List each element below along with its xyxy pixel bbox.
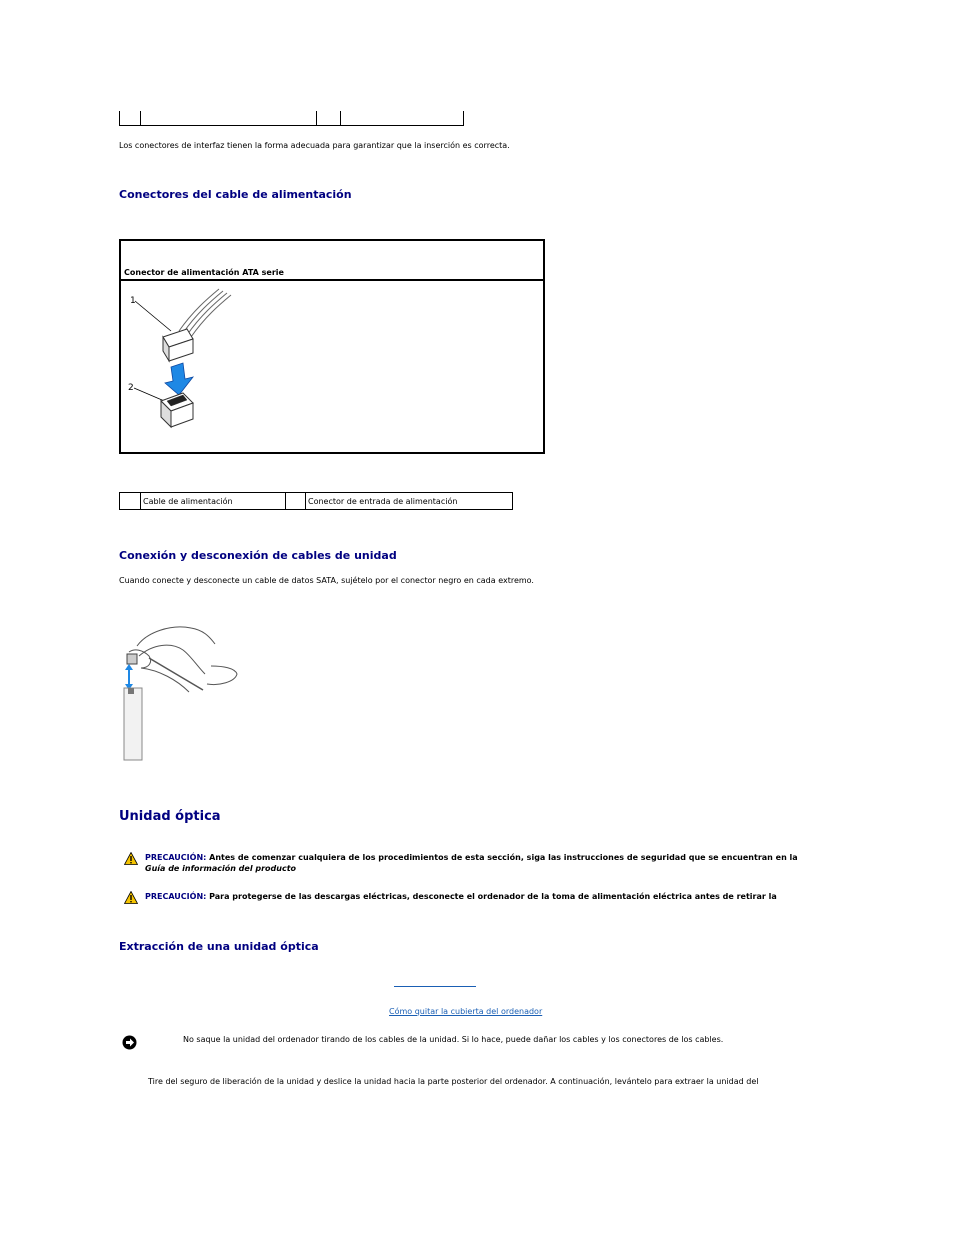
optical-drive-heading: Unidad óptica (119, 809, 221, 824)
link-underline (394, 986, 476, 987)
legend-number (120, 493, 141, 510)
legend-cell (119, 111, 120, 125)
caution-text: Para protegerse de las descargas eléctricas, desconecte el ordenador de la toma de alimentación eléctrica antes de retirar la (206, 892, 777, 901)
remove-cover-link[interactable]: Cómo quitar la cubierta del ordenador (389, 1007, 543, 1016)
caution-note-1 (145, 852, 835, 874)
product-info-guide-title: Guía de información del producto (145, 864, 297, 873)
power-legend-table (119, 492, 513, 510)
table-row (120, 493, 513, 510)
sata-cable-illustration (119, 622, 241, 764)
power-connector-figure (119, 239, 545, 454)
legend-label: Cable de alimentación (141, 493, 286, 510)
figure-caption-row (121, 241, 543, 281)
caution-text: Antes de comenzar cualquiera de los procedimientos de esta sección, siga las instrucciones de seguridad que se encuentran en la (206, 853, 798, 862)
figure-caption: Conector de alimentación ATA serie (124, 268, 284, 277)
caution-label: PRECAUCIÓN: (145, 892, 207, 901)
legend-cell (340, 111, 341, 125)
legend-cell (140, 111, 141, 125)
remove-optical-heading: Extracción de una unidad óptica (119, 940, 319, 953)
notice-text: No saque la unidad del ordenador tirando de los cables de la unidad. Si lo hace, puede dañar los cables y los conectores de los cables. (183, 1035, 724, 1044)
intro-text: Los conectores de interfaz tienen la forma adecuada para garantizar que la inserción es correcta. (119, 141, 510, 150)
warning-icon (124, 852, 138, 865)
legend-cell (316, 111, 317, 125)
callout-1: 1 (130, 296, 136, 306)
notice-icon (122, 1035, 137, 1050)
caution-label: PRECAUCIÓN: (145, 853, 207, 862)
legend-strip-top (119, 111, 464, 126)
legend-label: Conector de entrada de alimentación (306, 493, 513, 510)
power-connector-illustration (121, 281, 543, 452)
power-connectors-heading: Conectores del cable de alimentación (119, 188, 352, 201)
callout-2: 2 (128, 383, 134, 393)
connect-cables-heading: Conexión y desconexión de cables de unidad (119, 549, 397, 562)
legend-number (286, 493, 306, 510)
legend-cell (463, 111, 464, 125)
insert-arrow-icon (165, 363, 193, 395)
caution-note-2 (145, 891, 835, 902)
step-text: Tire del seguro de liberación de la unidad y deslice la unidad hacia la parte posterior del ordenador. A continuación, levántelo para extraer la unidad del (148, 1077, 759, 1086)
warning-icon (124, 891, 138, 904)
connect-cables-text: Cuando conecte y desconecte un cable de datos SATA, sujételo por el conector negro en cada extremo. (119, 576, 534, 585)
